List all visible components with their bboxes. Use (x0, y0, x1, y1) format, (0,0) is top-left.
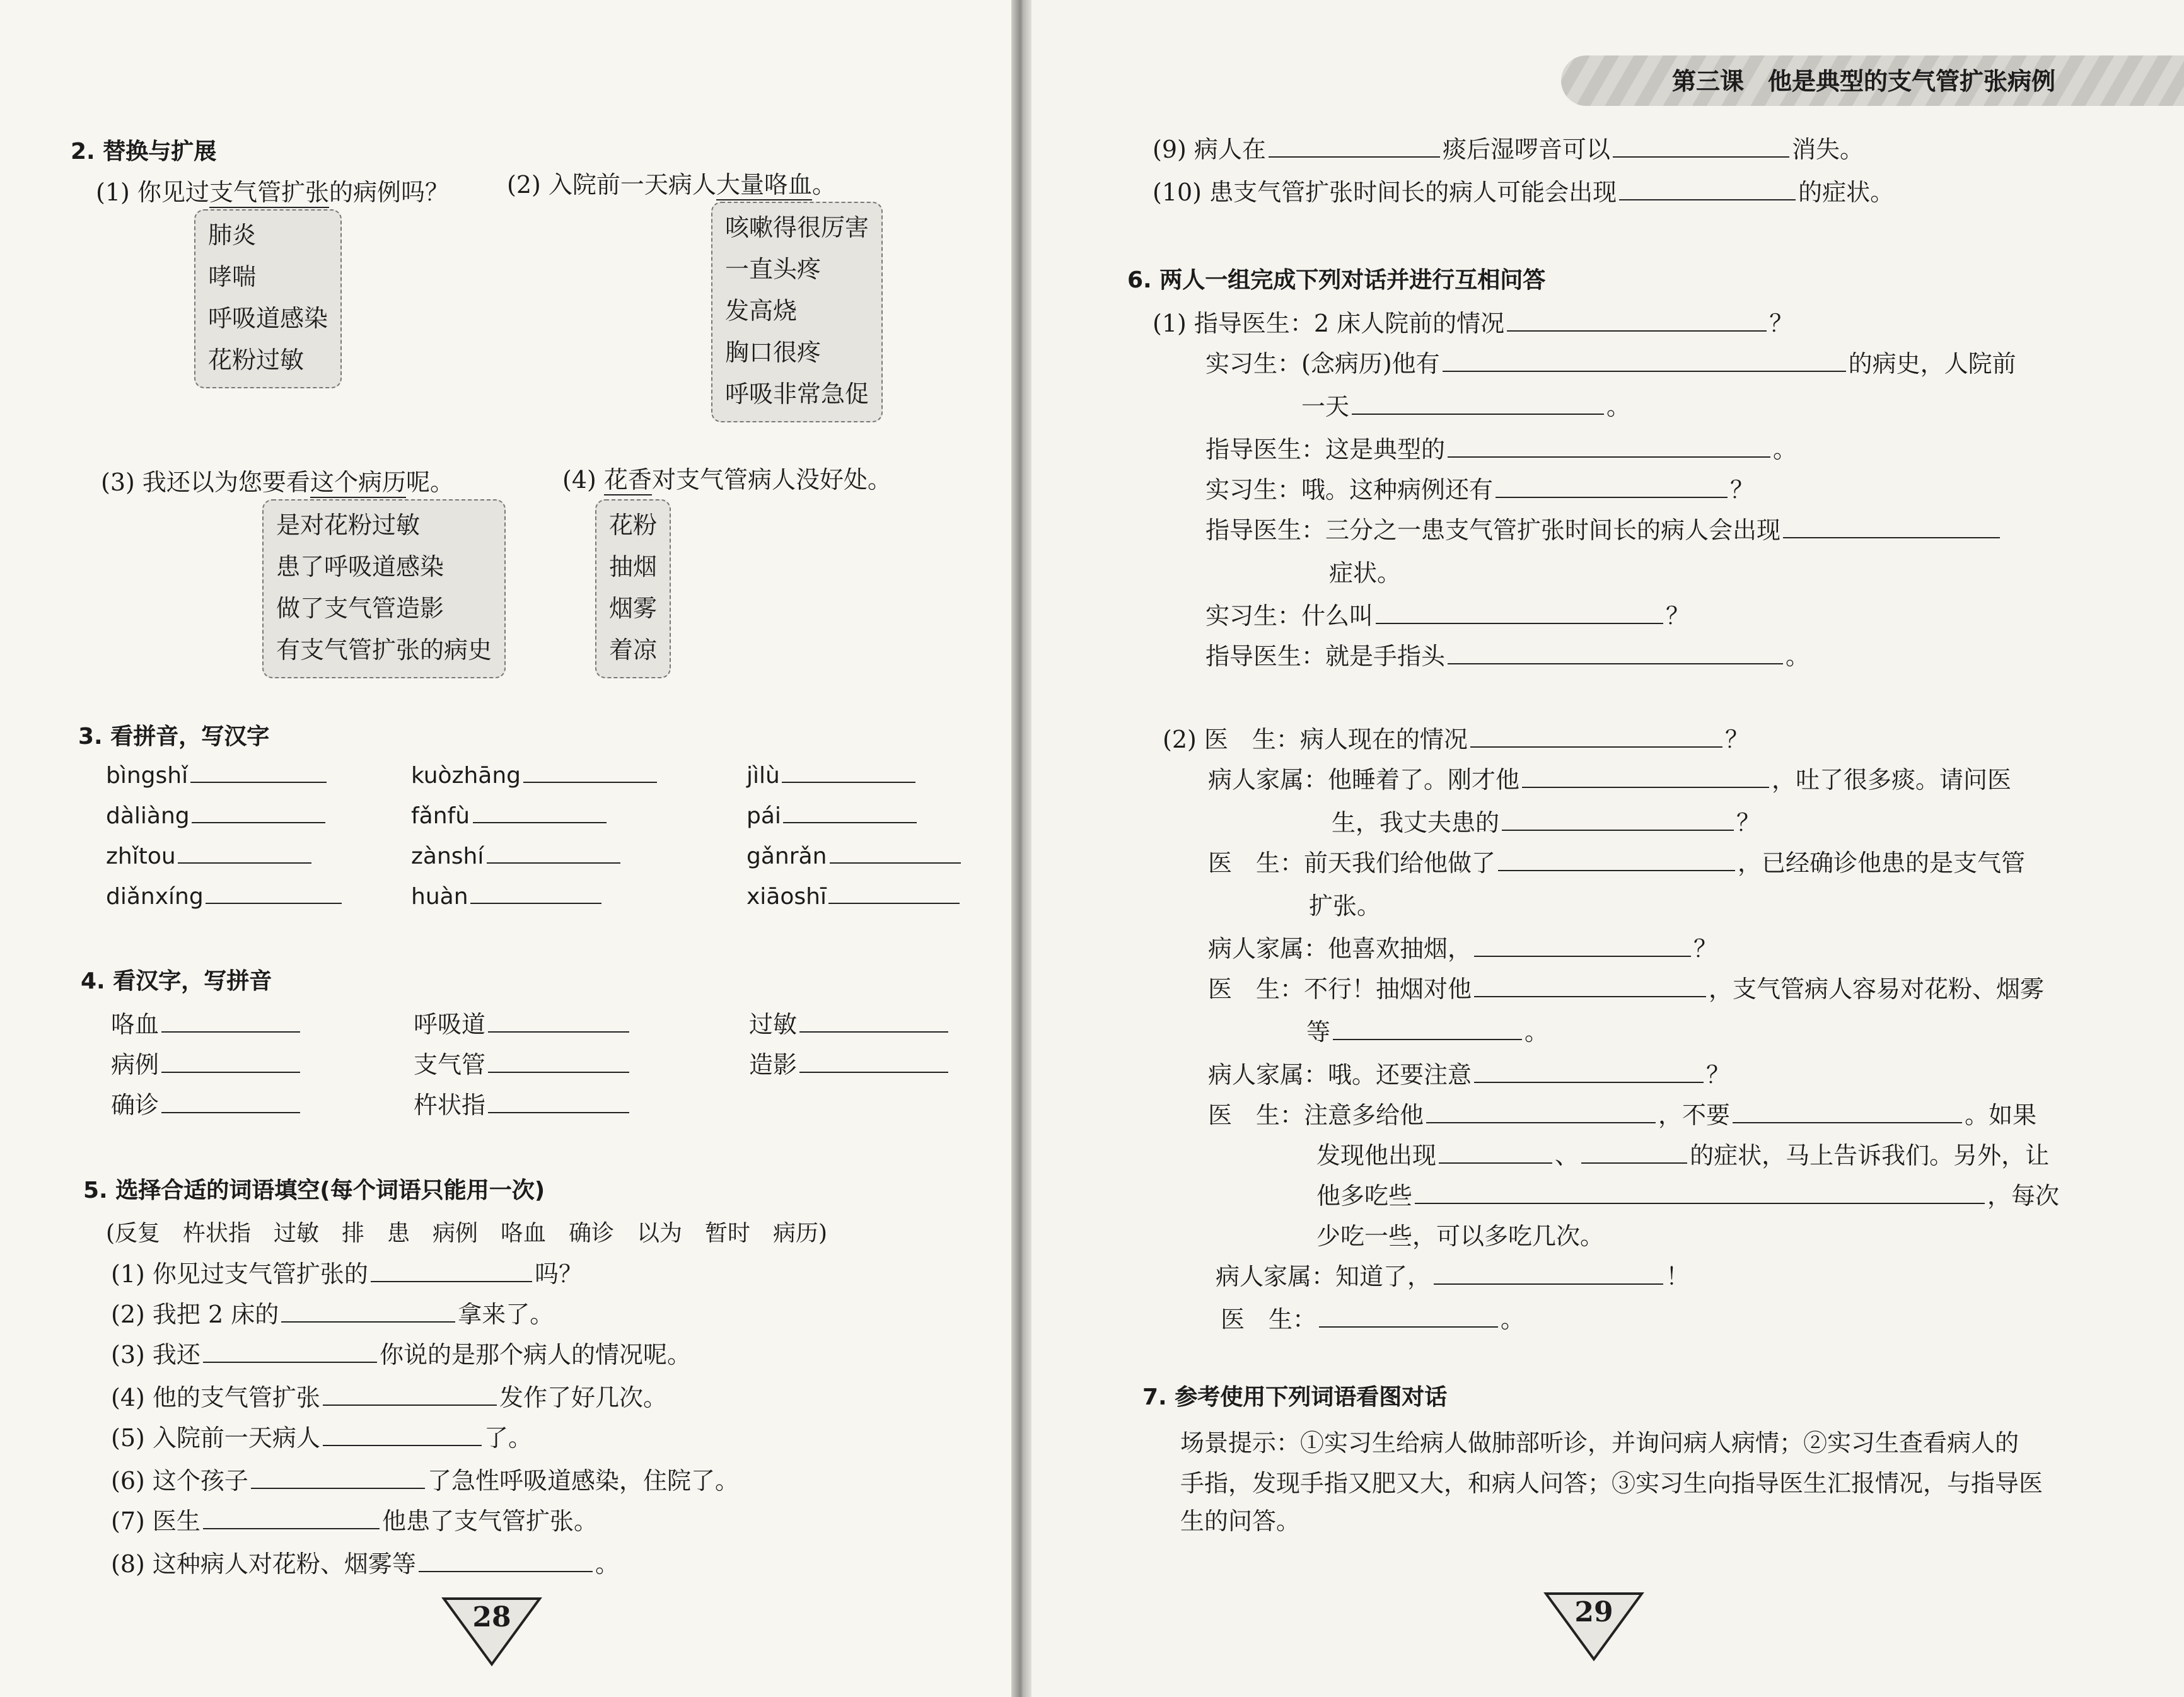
fill-item: (6) 这个孩子 了急性呼吸道感染，住院了。 (111, 1462, 739, 1497)
dialogue-line: (2) 医 生：病人现在的情况 ？ (1163, 721, 1749, 755)
fill-item: (2) 我把 2 床的 拿来了。 (111, 1296, 554, 1330)
section-6-title: 6. 两人一组完成下列对话并进行互相问答 (1127, 267, 1546, 294)
fill-item: (9) 病人在 痰后湿啰音可以 消失。 (1153, 131, 1864, 165)
option: 烟雾 (609, 595, 658, 623)
option: 一直头疼 (725, 256, 822, 284)
answer-blank[interactable] (1581, 1140, 1687, 1164)
dialogue-line: 医 生： 。 (1221, 1301, 1525, 1335)
answer-blank[interactable] (203, 1339, 377, 1363)
option: 花粉过敏 (208, 347, 305, 374)
dialogue-line: 生，我丈夫患的 ？ (1332, 804, 1760, 838)
answer-blank[interactable] (206, 880, 342, 904)
pinyin-item: diǎnxíng (106, 880, 345, 910)
answer-blank[interactable] (1733, 1099, 1962, 1123)
pinyin-item: zhǐtou (106, 840, 315, 870)
pinyin-item: fǎnfù (411, 799, 608, 830)
dialogue-line: 病人家属：他喜欢抽烟， ？ (1208, 930, 1717, 964)
s2-q2-option-box (711, 202, 883, 422)
dialogue-line: (1) 指导医生：2 床人院前的情况 ？ (1153, 305, 1793, 339)
answer-blank[interactable] (161, 1009, 300, 1033)
s2-q2-sentence: (2) 入院前一天病人大量咯血。 (507, 171, 836, 199)
answer-blank[interactable] (203, 1505, 380, 1529)
dialogue-line: 指导医生：这是典型的 。 (1205, 431, 1797, 465)
answer-blank[interactable] (523, 759, 657, 783)
dialogue-line: 指导医生：就是手指头 。 (1205, 638, 1809, 672)
answer-blank[interactable] (799, 1049, 948, 1073)
answer-blank[interactable] (1434, 1261, 1663, 1285)
answer-blank[interactable] (161, 1089, 300, 1113)
pinyin-item: jìlù (746, 759, 919, 789)
answer-blank[interactable] (1439, 1140, 1552, 1164)
hanzi-item: 病例 (111, 1046, 303, 1080)
dialogue-line: 少吃一些，可以多吃几次。 (1316, 1223, 1605, 1251)
option: 哮喘 (208, 264, 257, 291)
answer-blank[interactable] (1269, 134, 1440, 158)
answer-blank[interactable] (784, 799, 917, 823)
answer-blank[interactable] (1470, 724, 1722, 748)
option: 做了支气管造影 (276, 595, 444, 623)
answer-blank[interactable] (161, 1049, 300, 1073)
option: 是对花粉过敏 (276, 512, 421, 540)
answer-blank[interactable] (190, 759, 327, 783)
answer-blank[interactable] (1426, 1099, 1656, 1123)
dialogue-line: 他多吃些 ，每次 (1316, 1178, 2059, 1212)
s2-q1-sentence: (1) 你见过支气管扩张的病例吗？ (96, 179, 449, 207)
hanzi-item: 呼吸道 (414, 1006, 632, 1040)
answer-blank[interactable] (1415, 1180, 1985, 1204)
answer-blank[interactable] (486, 840, 620, 864)
answer-blank[interactable] (1376, 600, 1663, 624)
answer-blank[interactable] (471, 880, 602, 904)
fill-item: (7) 医生 他患了支气管扩张。 (111, 1503, 598, 1537)
answer-blank[interactable] (1783, 514, 2000, 538)
s2-q4-sentence: (4) 花香对支气管病人没好处。 (562, 466, 892, 494)
option: 呼吸道感染 (208, 305, 328, 333)
section-5-title: 5. 选择合适的词语填空(每个词语只能用一次) (83, 1178, 545, 1204)
page-number-right: 29 (1543, 1591, 1644, 1662)
answer-blank[interactable] (1474, 933, 1691, 957)
answer-blank[interactable] (371, 1258, 532, 1282)
option: 咳嗽得很厉害 (725, 214, 869, 242)
pinyin-item: zànshí (411, 840, 622, 870)
section-7-title: 7. 参考使用下列词语看图对话 (1142, 1384, 1448, 1411)
page-number-left: 28 (441, 1596, 542, 1667)
s2-q3-option-box (262, 499, 506, 678)
answer-blank[interactable] (488, 1009, 629, 1033)
dialogue-line: 医 生：注意多给他 ，不要 。如果 (1208, 1097, 2036, 1131)
s2-q1-option-box (194, 209, 342, 388)
answer-blank[interactable] (1502, 807, 1734, 831)
pinyin-item: xiāoshī (746, 880, 963, 910)
option: 花粉 (609, 512, 658, 540)
scene-hint-line: 手指，发现手指又肥又大，和病人问答；③实习生向指导医生汇报情况，与指导医 (1180, 1470, 2043, 1498)
answer-blank[interactable] (1333, 1016, 1522, 1040)
answer-blank[interactable] (829, 840, 960, 864)
answer-blank[interactable] (1496, 474, 1728, 498)
s2-q4-option-box (595, 499, 671, 678)
dialogue-line: 症状。 (1329, 560, 1402, 588)
answer-blank[interactable] (472, 799, 606, 823)
answer-blank[interactable] (829, 880, 960, 904)
dialogue-line: 病人家属：知道了， ！ (1216, 1258, 1690, 1292)
section-3-title: 3. 看拼音，写汉字 (78, 724, 270, 750)
hanzi-item: 支气管 (414, 1046, 632, 1080)
hanzi-item: 确诊 (111, 1087, 303, 1121)
option: 发高烧 (725, 298, 798, 325)
dialogue-line: 实习生：什么叫 ？ (1205, 598, 1690, 632)
dialogue-line: 等 。 (1306, 1014, 1548, 1048)
section-4-title: 4. 看汉字，写拼音 (81, 968, 272, 995)
answer-blank[interactable] (1474, 1059, 1704, 1083)
option: 呼吸非常急促 (725, 381, 869, 408)
fill-item: (4) 他的支气管扩张 发作了好几次。 (111, 1379, 667, 1413)
left-page (0, 0, 1011, 1697)
right-page (1031, 0, 2184, 1697)
answer-blank[interactable] (1522, 764, 1769, 788)
s2-q3-sentence: (3) 我还以为您要看这个病历呢。 (101, 469, 454, 497)
option: 抽烟 (609, 553, 658, 581)
answer-blank[interactable] (1352, 391, 1604, 415)
option: 患了呼吸道感染 (276, 553, 444, 581)
fill-item: (5) 入院前一天病人 了。 (111, 1420, 532, 1454)
dialogue-line: 病人家属：他睡着了。刚才他 ，吐了很多痰。请问医 (1208, 762, 2011, 796)
dialogue-line: 扩张。 (1309, 893, 1381, 920)
answer-blank[interactable] (799, 1009, 948, 1033)
answer-blank[interactable] (323, 1382, 497, 1406)
pinyin-item: dàliàng (106, 799, 328, 830)
answer-blank[interactable] (1448, 640, 1783, 664)
answer-blank[interactable] (281, 1299, 455, 1323)
answer-blank[interactable] (1613, 134, 1789, 158)
answer-blank[interactable] (1507, 308, 1767, 332)
book-gutter (1011, 0, 1031, 1697)
dialogue-line: 医 生：不行！抽烟对他 ，支气管病人容易对花粉、烟雾 (1208, 971, 2044, 1005)
pinyin-item: kuòzhāng (411, 759, 659, 789)
answer-blank[interactable] (1319, 1304, 1498, 1328)
answer-blank[interactable] (251, 1465, 425, 1489)
answer-blank[interactable] (488, 1049, 629, 1073)
dialogue-line: 医 生：前天我们给他做了 ，已经确诊他患的是支气管 (1208, 845, 2025, 879)
answer-blank[interactable] (1474, 973, 1706, 997)
answer-blank[interactable] (419, 1548, 593, 1572)
dialogue-line: 实习生：哦。这种病例还有 ？ (1205, 472, 1754, 506)
dialogue-line: 指导医生：三分之一患支气管扩张时间长的病人会出现 (1205, 512, 2002, 546)
dialogue-line: 病人家属：哦。还要注意 ？ (1208, 1057, 1730, 1091)
dialogue-line: 发现他出现 、 的症状，马上告诉我们。另外，让 (1316, 1137, 2049, 1171)
scene-hint-line: 场景提示：①实习生给病人做肺部听诊，并询问病人病情；②实习生查看病人的 (1180, 1430, 2019, 1457)
option: 肺炎 (208, 222, 257, 250)
hanzi-item: 造影 (749, 1046, 951, 1080)
section-2-title: 2. 替换与扩展 (71, 139, 217, 165)
fill-item: (8) 这种病人对花粉、烟雾等 。 (111, 1546, 619, 1580)
fill-item: (10) 患支气管扩张时间长的病人可能会出现 的症状。 (1153, 174, 1894, 208)
answer-blank[interactable] (488, 1089, 629, 1113)
hanzi-item: 过敏 (749, 1006, 951, 1040)
pinyin-item: huàn (411, 880, 605, 910)
pinyin-item: pái (746, 799, 920, 830)
option: 有支气管扩张的病史 (276, 637, 492, 664)
fill-item: (3) 我还 你说的是那个病人的情况呢。 (111, 1336, 691, 1370)
answer-blank[interactable] (1443, 348, 1846, 372)
answer-blank[interactable] (1448, 434, 1770, 458)
answer-blank[interactable] (1498, 847, 1735, 871)
word-bank: (反复 杵状指 过敏 排 患 病例 咯血 确诊 以为 暂时 病历) (106, 1220, 828, 1247)
dialogue-line: 一天 。 (1301, 388, 1630, 422)
fill-item: (1) 你见过支气管扩张的 吗？ (111, 1256, 583, 1290)
answer-blank[interactable] (782, 759, 916, 783)
pinyin-item: bìngshǐ (106, 759, 329, 789)
hanzi-item: 咯血 (111, 1006, 303, 1040)
answer-blank[interactable] (1619, 177, 1796, 200)
answer-blank[interactable] (192, 799, 326, 823)
answer-blank[interactable] (323, 1422, 482, 1446)
option: 着凉 (609, 637, 658, 664)
option: 胸口很疼 (725, 339, 822, 367)
answer-blank[interactable] (178, 840, 312, 864)
chapter-title: 第三课 他是典型的支气管扩张病例 (1672, 68, 2056, 96)
scene-hint-line: 生的问答。 (1180, 1508, 1301, 1536)
dialogue-line: 实习生：(念病历)他有 的病史，人院前 (1205, 345, 2016, 379)
hanzi-item: 杵状指 (414, 1087, 632, 1121)
pinyin-item: gǎnrǎn (746, 840, 963, 870)
